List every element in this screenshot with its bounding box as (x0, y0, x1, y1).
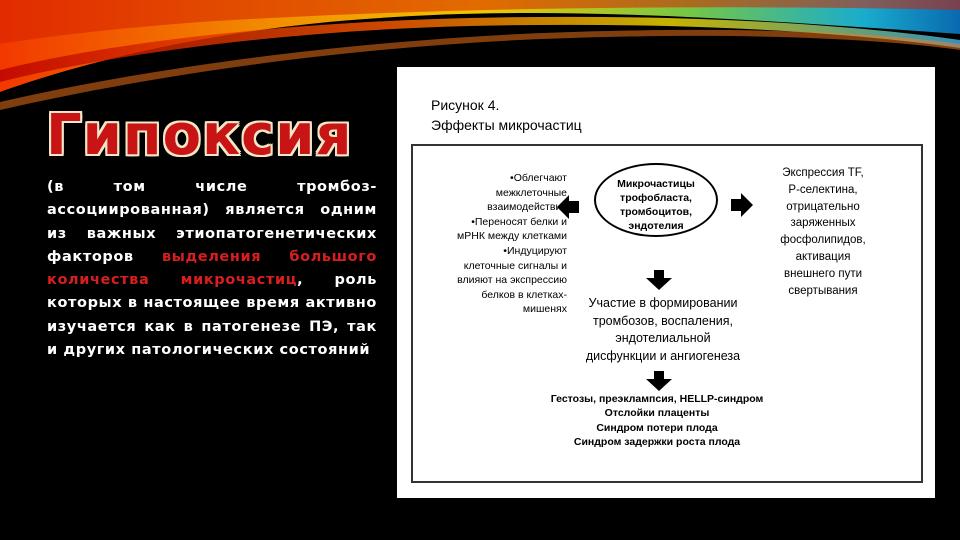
arrow-down-icon (646, 371, 672, 391)
left-line: влияют на экспрессию (457, 274, 567, 287)
right-effects-text (763, 165, 883, 299)
outcomes-text (517, 392, 797, 450)
figure-image (397, 67, 935, 498)
middle-line: эндотелиальной (615, 331, 711, 345)
body-text-part-2: , роль которых в настоящее время активно изучается как в патогенезе ПЭ, так и других патологических состояний (47, 272, 377, 359)
slide-body-text (47, 176, 377, 362)
center-line: трофобласта, (620, 192, 692, 204)
left-line: взаимодействия (487, 201, 567, 214)
middle-effects-text (557, 295, 769, 365)
left-line: •Переносят белки и (471, 215, 567, 228)
right-line: отрицательно (786, 200, 860, 213)
left-line: •Облегчают (510, 172, 567, 184)
center-line: эндотелия (628, 220, 684, 232)
arrow-down-icon (646, 270, 672, 290)
right-line: Экспрессия TF, (782, 167, 864, 179)
right-line: свертывания (788, 284, 858, 297)
right-line: P-селектина, (788, 183, 858, 196)
body-text-highlight: выделения большого количества микрочастиц (47, 248, 377, 289)
center-line: тромбоцитов, (619, 206, 693, 218)
figure-caption-number: Рисунок 4. (431, 97, 500, 113)
middle-line: тромбозов, воспаления, (593, 313, 733, 328)
figure-caption-title: Эффекты микрочастиц (431, 117, 582, 133)
left-line: •Индуцируют (503, 244, 567, 257)
outcome-line: Синдром задержки роста плода (573, 436, 741, 449)
center-line: Микрочастицы (617, 178, 695, 190)
middle-line: Участие в формировании (588, 296, 738, 310)
left-line: межклеточные (495, 186, 567, 199)
slide-title: Гипоксия (46, 103, 353, 168)
figure-caption (431, 95, 582, 135)
right-line: фосфолипидов, (780, 234, 866, 247)
arrow-right-icon (731, 193, 753, 217)
center-node-text (594, 177, 718, 233)
right-line: внешнего пути (783, 267, 863, 280)
right-line: активация (795, 250, 851, 263)
outcome-line: Синдром потери плода (596, 421, 718, 434)
middle-line: дисфункции и ангиогенеза (585, 348, 741, 363)
outcome-line: Гестозы, преэклампсия, HELLP-синдром (550, 393, 764, 405)
left-effects-text (423, 171, 567, 317)
left-line: белков в клетках- (481, 288, 567, 301)
left-line: мРНК между клетками (457, 230, 567, 243)
right-line: заряженных (790, 217, 856, 230)
body-text-part-1: (в том числе тромбоз-ассоциированная) является одним из важных этиопатогенетических факторов (47, 179, 377, 265)
left-line: клеточные сигналы и (463, 259, 567, 272)
left-line: мишенях (522, 303, 567, 316)
outcome-line: Отслойки плаценты (604, 407, 710, 420)
